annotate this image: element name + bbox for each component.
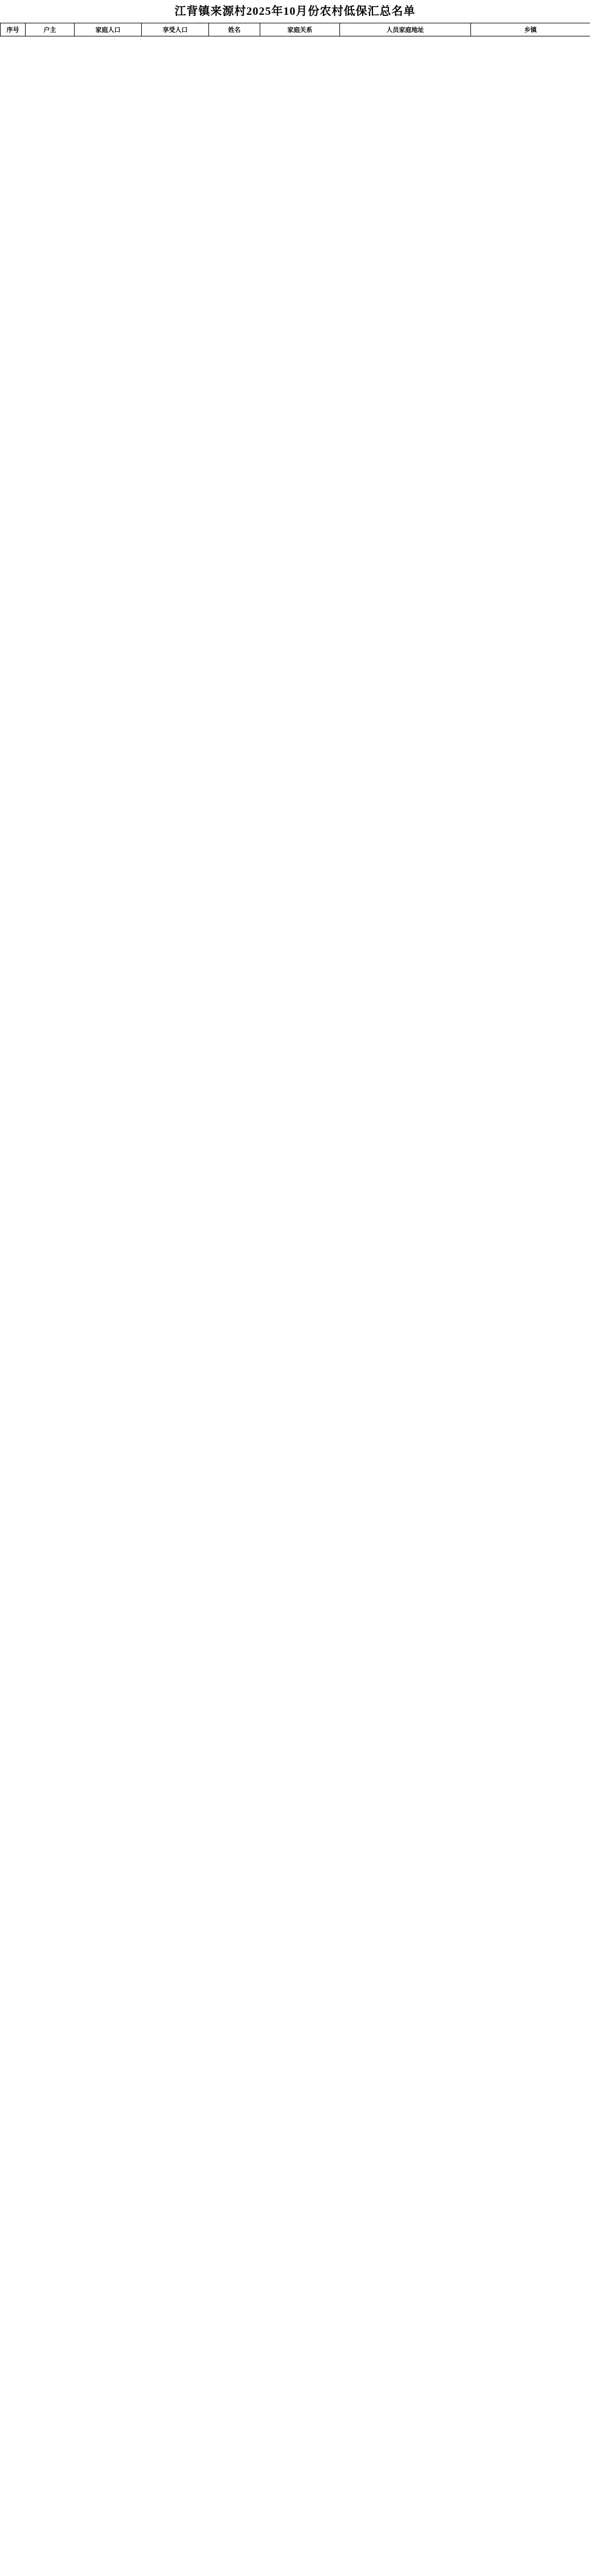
roster-table xyxy=(0,23,590,36)
column-header-name: 姓名 xyxy=(209,23,260,36)
column-header-family-size: 家庭人口 xyxy=(75,23,142,36)
column-header-householder: 户主 xyxy=(26,23,75,36)
column-header-relationship: 家庭关系 xyxy=(260,23,340,36)
document-title: 江背镇来源村2025年10月份农村低保汇总名单 xyxy=(174,5,416,18)
roster-table-header xyxy=(1,23,590,36)
column-header-township: 乡镇 xyxy=(471,23,590,36)
column-header-index: 序号 xyxy=(1,23,26,36)
column-header-beneficiaries: 享受人口 xyxy=(142,23,209,36)
header-row xyxy=(1,23,590,36)
column-header-address: 人员家庭地址 xyxy=(340,23,471,36)
